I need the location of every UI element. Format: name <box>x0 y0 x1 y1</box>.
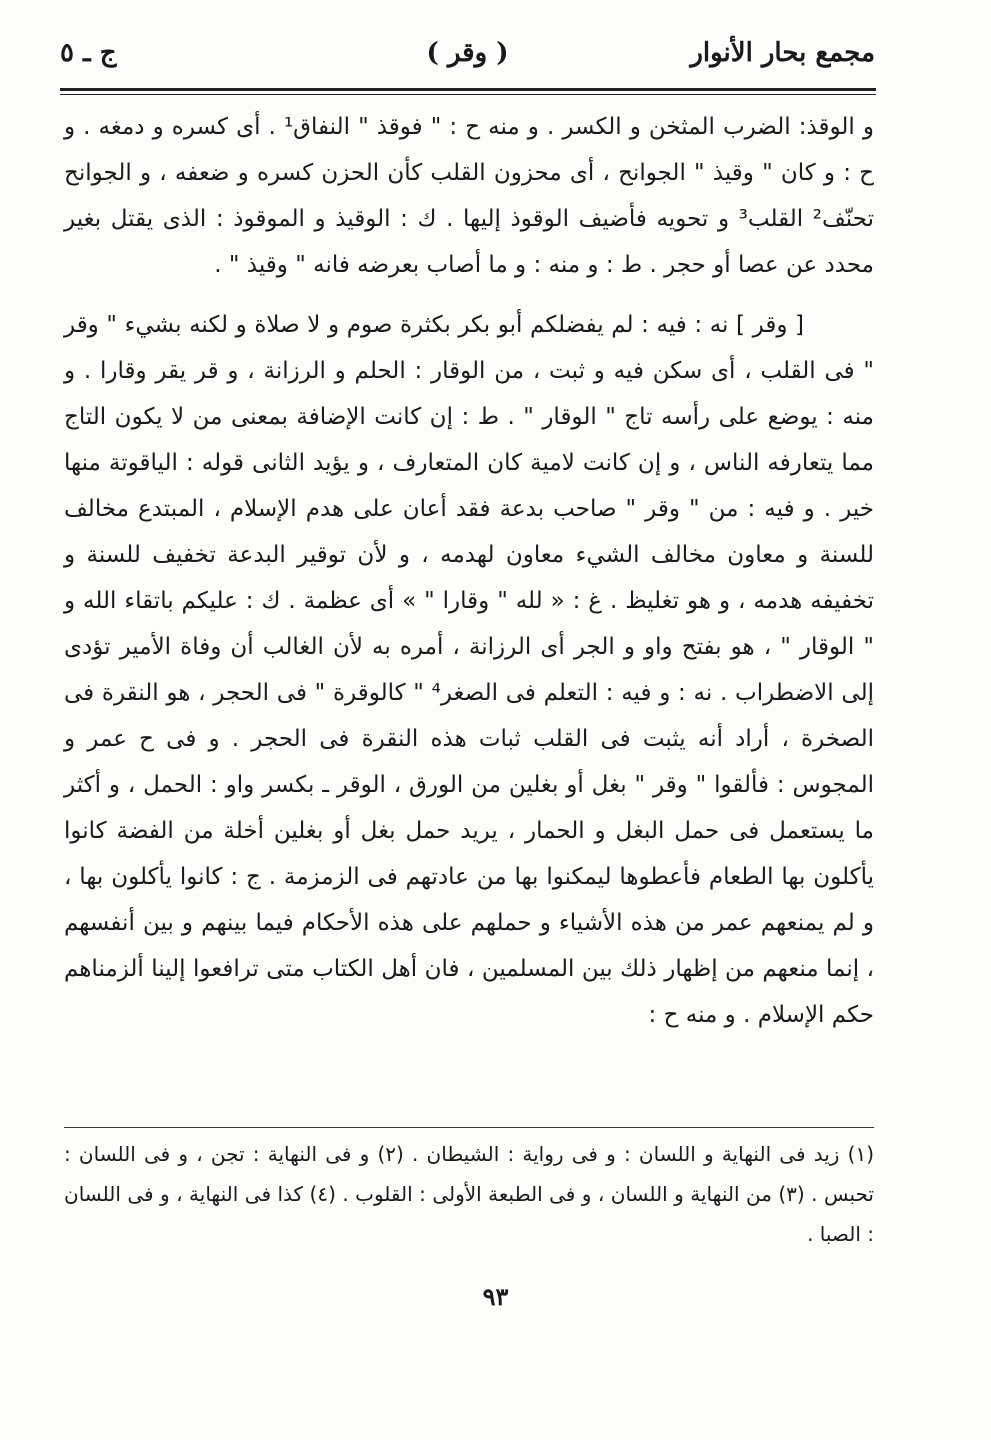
footnote-rule <box>64 1127 874 1128</box>
book-title: مجمع بحار الأنوار <box>690 38 875 68</box>
header-rule-thick <box>60 88 876 91</box>
paragraph-waqadh: و الوقذ: الضرب المثخن و الكسر . و منه ح : " فوقذ " النفاق¹ . أى كسره و دمغه . و ح : و كان " وقيذ " الجوانح ، أى محزون القلب كأن الحزن كسره و ضعفه ، و الجوانح تحنّف² القلب³ و تحويه فأضيف الوقوذ إليها . ك : الوقيذ و الموقوذ : الذى يقتل بغير محدد عن عصا أو حجر . ط : و منه : و ما أصاب بعرضه فانه " وقيذ " . <box>64 114 874 278</box>
footnotes: (١) زيد فى النهاية و اللسان : و فى رواية : الشيطان . (٢) و فى النهاية : تجن ، و فى اللسان : تحبس . (٣) من النهاية و اللسان ، و فى الطبعة الأولى : القلوب . (٤) كذا فى النهاية ، و فى اللسان : الصبا . <box>64 1142 874 1246</box>
volume-label: ج ـ ٥ <box>60 38 117 68</box>
paragraph-waqar: [ وقر ] نه : فيه : لم يفضلكم أبو بكر بكثرة صوم و لا صلاة و لكنه بشيء " وقر " فى القلب ، أى سكن فيه و ثبت ، من الوقار : الحلم و الرزانة ، و قر يقر وقارا . و منه : يوضع على رأسه تاج " الوقار " . ط : إن كانت الإضافة بمعنى من لا يكون التاج مما يتعارفه الناس ، و إن كانت لامية كان المتعارف ، و يؤيد الثانى قوله : الياقوتة منها خير . و فيه : من " وقر " صاحب بدعة فقد أعان على هدم الإسلام ، المبتدع مخالف للسنة و معاون مخالف الشيء معاون لهدمه ، و لأن توقير البدعة تخفيف للسنة و تخفيفه هدمه ، و هو تغليظ . غ : « لله " وقارا " » أى عظمة . ك : عليكم باتقاء الله و " الوقار " ، هو بفتح واو و الجر أى الرزانة ، أمره به لأن الغالب أن وفاة الأمير تؤدى إلى الاضطراب . نه : و فيه : التعلم فى الصغر⁴ " كالوقرة " فى الحجر ، هو النقرة فى الصخرة ، أراد أنه يثبت فى القلب ثبات هذه النقرة فى الحجر . و فى ح عمر و المجوس : فألقوا " وقر " بغل أو بغلين من الورق ، الوقر ـ بكسر واو : الحمل ، و أكثر ما يستعمل فى حمل البغل و الحمار ، يريد حمل بغل أو بغلين أخلة من الفضة كانوا يأكلون بها الطعام فأعطوها ليمكنوا بها من عادتهم فى الزمزمة . ج : كانوا يأكلون بها ، و لم يمنعهم عمر من هذه الأشياء و حملهم على هذه الأحكام فيما بينهم و بين أنفسهم ، إنما منعهم من إظهار ذلك بين المسلمين ، فان أهل الكتاب متى ترافعوا إلينا ألزمناهم حكم الإسلام . و منه ح : <box>64 312 874 1028</box>
running-header <box>60 38 875 82</box>
entry-heading: ( وقر ) <box>426 38 509 68</box>
main-text <box>64 104 874 1038</box>
header-rule-thin <box>60 94 876 95</box>
page-number: ٩٣ <box>482 1282 509 1311</box>
